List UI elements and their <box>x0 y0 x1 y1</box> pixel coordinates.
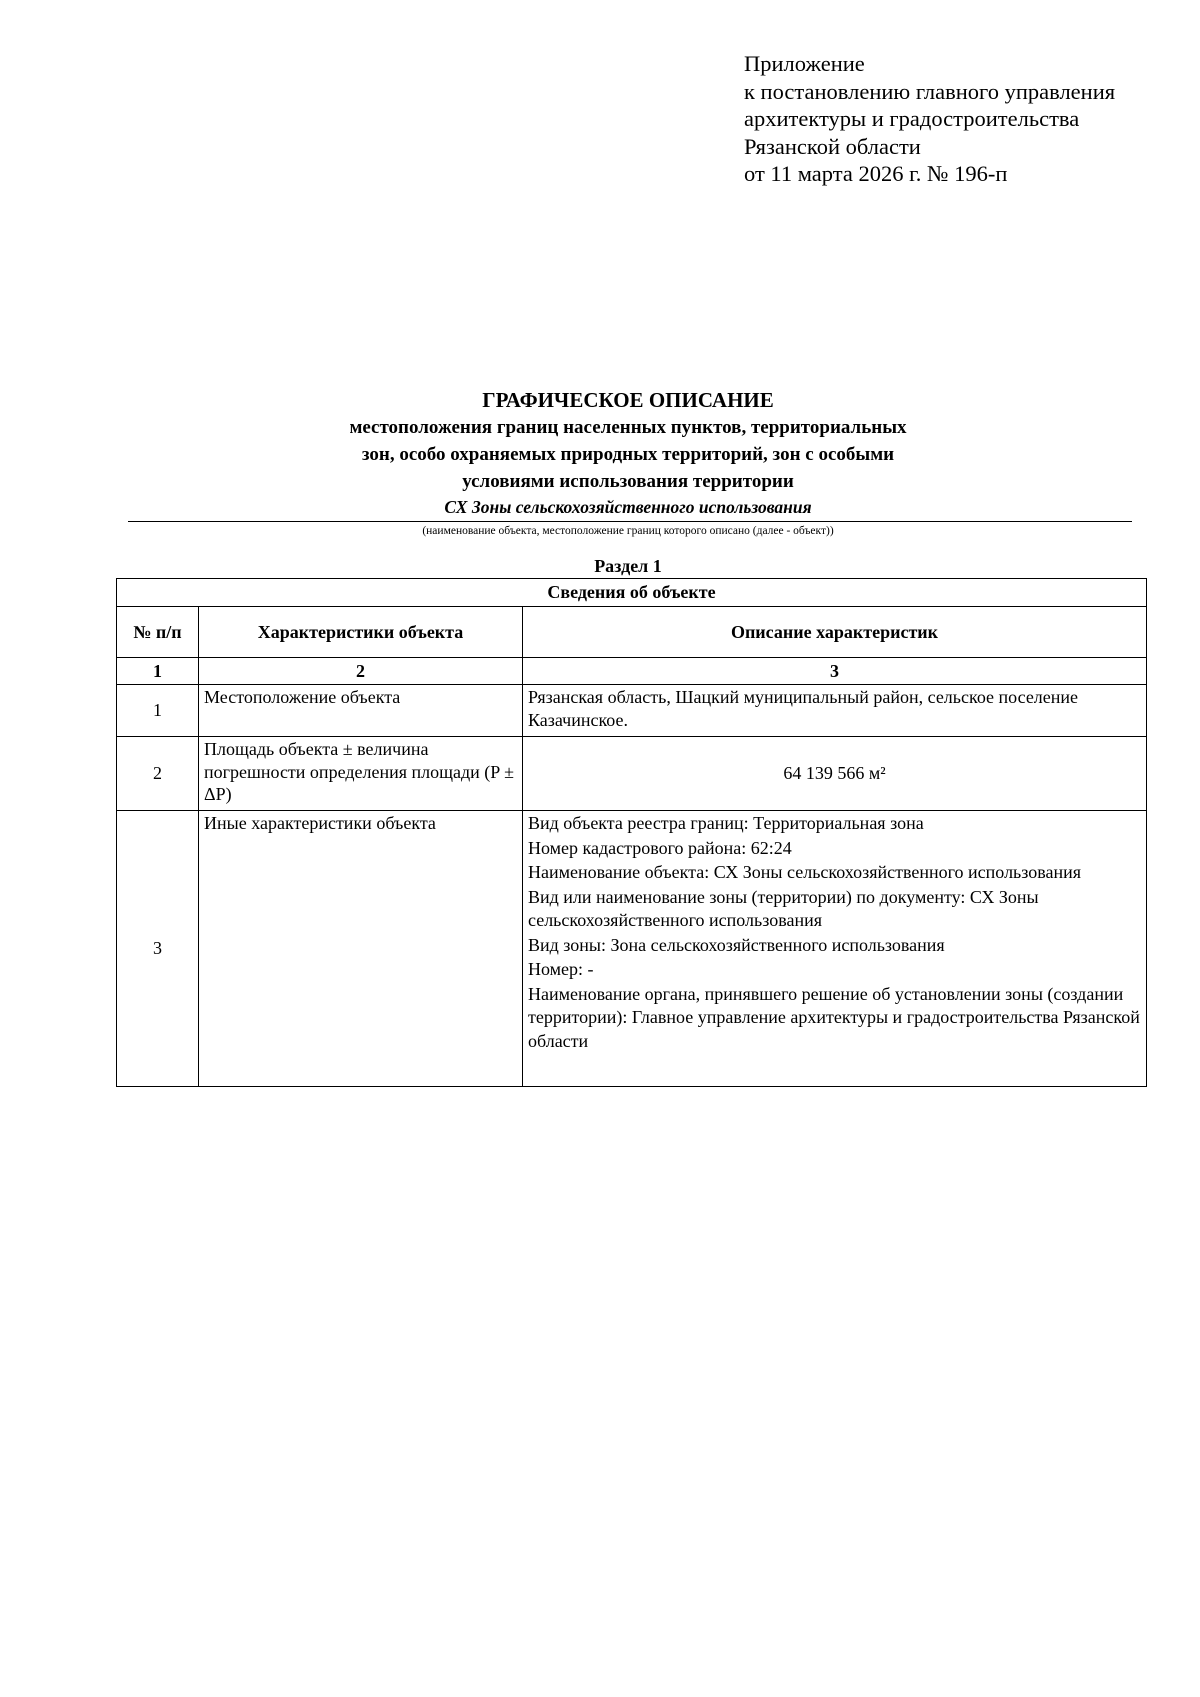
table-title-row <box>117 579 1147 607</box>
description-line: Номер кадастрового района: 62:24 <box>528 837 792 858</box>
row-description: 64 139 566 м² <box>523 737 1147 811</box>
row-number: 3 <box>117 811 199 1087</box>
document-title: ГРАФИЧЕСКОЕ ОПИСАНИЕ <box>482 388 774 412</box>
document-subtitle-line: условиями использования территории <box>462 471 794 492</box>
section-title: Раздел 1 <box>594 556 662 576</box>
appendix-header <box>744 50 1115 188</box>
description-line: Вид или наименование зоны (территории) по документу: СХ Зоны сельскохозяйственного использования <box>528 886 1039 930</box>
document-subtitle-line: зон, особо охраняемых природных территорий, зон с особыми <box>361 444 895 465</box>
description-line: Наименование объекта: СХ Зоны сельскохозяйственного использования <box>528 862 1082 882</box>
table-row <box>117 685 1147 737</box>
row-characteristic: Площадь объекта ± величина погрешности определения площади (P ± ΔP) <box>199 737 523 811</box>
row-characteristic: Местоположение объекта <box>199 685 523 737</box>
column-index: 3 <box>523 658 1147 685</box>
document-subtitle-line: местоположения границ населенных пунктов, территориальных <box>349 417 907 438</box>
description-line: Вид объекта реестра границ: Территориальная зона <box>528 813 924 833</box>
description-line: Номер: - <box>528 959 594 979</box>
column-header-number: № п/п <box>117 607 199 658</box>
object-info-table <box>116 578 1147 1087</box>
column-header-description: Описание характеристик <box>523 607 1147 658</box>
column-index: 2 <box>199 658 523 685</box>
appendix-line: к постановлению главного управления <box>744 78 1116 104</box>
object-name-caption: (наименование объекта, местоположение границ которого описано (далее - объект)) <box>422 525 834 537</box>
column-index: 1 <box>117 658 199 685</box>
row-characteristic: Иные характеристики объекта <box>199 811 523 1087</box>
row-description <box>523 811 1147 1087</box>
description-line: Наименование органа, принявшего решение об установлении зоны (создании территории): Главное управление архитектуры и градостроительства Рязанской области <box>528 983 1140 1051</box>
appendix-line: Рязанской области <box>744 133 921 159</box>
row-number: 1 <box>117 685 199 737</box>
row-description: Рязанская область, Шацкий муниципальный район, сельское поселение Казачинское. <box>523 685 1147 737</box>
table-row <box>117 737 1147 811</box>
document-title-block <box>128 387 1128 519</box>
table-row <box>117 811 1147 1087</box>
table-header-row <box>117 607 1147 658</box>
appendix-line: архитектуры и градостроительства <box>744 106 1080 131</box>
description-line: Вид зоны: Зона сельскохозяйственного использования <box>528 934 945 955</box>
table-title: Сведения об объекте <box>117 579 1147 607</box>
row-number: 2 <box>117 737 199 811</box>
appendix-line: Приложение <box>744 51 865 76</box>
object-name-underline <box>128 521 1132 522</box>
column-header-characteristic: Характеристики объекта <box>199 607 523 658</box>
object-name: СХ Зоны сельскохозяйственного использования <box>444 497 812 517</box>
table-index-row <box>117 658 1147 685</box>
appendix-line: от 11 марта 2026 г. № 196-п <box>744 161 1008 186</box>
